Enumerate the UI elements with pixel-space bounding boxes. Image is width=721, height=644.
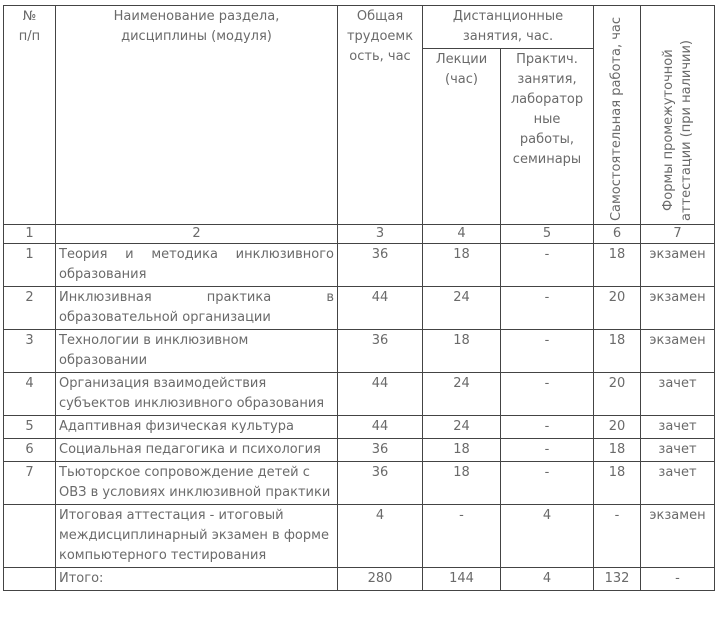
row-selfwork: 18 bbox=[594, 244, 641, 287]
header-practice bbox=[501, 49, 594, 225]
row-total: 36 bbox=[338, 330, 423, 373]
table-row bbox=[4, 287, 715, 330]
row-num: 5 bbox=[4, 416, 56, 439]
col-number-5: 5 bbox=[501, 225, 594, 244]
row-name: Теория и методика инклюзивного образования bbox=[56, 244, 338, 287]
row-lectures: 24 bbox=[423, 373, 501, 416]
row-name: Технологии в инклюзивном образовании bbox=[56, 330, 338, 373]
col-number-3: 3 bbox=[338, 225, 423, 244]
row-form: зачет bbox=[641, 439, 715, 462]
row-num: 4 bbox=[4, 373, 56, 416]
header-num bbox=[4, 6, 56, 225]
row-total: 36 bbox=[338, 462, 423, 505]
col-number-1: 1 bbox=[4, 225, 56, 244]
row-total: 44 bbox=[338, 416, 423, 439]
row-total: 36 bbox=[338, 244, 423, 287]
final-num bbox=[4, 505, 56, 568]
row-selfwork: 18 bbox=[594, 462, 641, 505]
row-num: 7 bbox=[4, 462, 56, 505]
row-selfwork: 20 bbox=[594, 416, 641, 439]
header-total bbox=[338, 6, 423, 225]
row-name: Адаптивная физическая культура bbox=[56, 416, 338, 439]
header-selfwork-text: Самостоятельная работа, час bbox=[609, 16, 624, 221]
row-form: экзамен bbox=[641, 287, 715, 330]
row-selfwork: 20 bbox=[594, 287, 641, 330]
row-selfwork: 18 bbox=[594, 439, 641, 462]
row-total: 44 bbox=[338, 287, 423, 330]
table-row bbox=[4, 462, 715, 505]
final-selfwork: - bbox=[594, 505, 641, 568]
row-name: Социальная педагогика и психология bbox=[56, 439, 338, 462]
header-name-text: Наименование раздела, дисциплины (модуля) bbox=[113, 9, 280, 44]
row-form: зачет bbox=[641, 373, 715, 416]
table-row bbox=[4, 244, 715, 287]
final-name: Итоговая аттестация - итоговый междисциплинарный экзамен в форме компьютерного тестирования bbox=[56, 505, 338, 568]
header-name bbox=[56, 6, 338, 225]
row-num: 6 bbox=[4, 439, 56, 462]
row-total: 36 bbox=[338, 439, 423, 462]
totals-total: 280 bbox=[338, 568, 423, 591]
row-practice: - bbox=[501, 244, 594, 287]
table-row bbox=[4, 330, 715, 373]
table-row bbox=[4, 416, 715, 439]
curriculum-table bbox=[3, 5, 715, 591]
column-number-row bbox=[4, 225, 715, 244]
header-total-text: Общая трудоемк ость, час bbox=[346, 9, 414, 64]
row-form: зачет bbox=[641, 416, 715, 439]
col-number-2: 2 bbox=[56, 225, 338, 244]
row-selfwork: 20 bbox=[594, 373, 641, 416]
row-num: 3 bbox=[4, 330, 56, 373]
col-number-7: 7 bbox=[641, 225, 715, 244]
header-distance bbox=[423, 6, 594, 49]
table-row bbox=[4, 439, 715, 462]
row-practice: - bbox=[501, 330, 594, 373]
row-name: Инклюзивная практика в образовательной организации bbox=[56, 287, 338, 330]
row-form: экзамен bbox=[641, 244, 715, 287]
final-lectures: - bbox=[423, 505, 501, 568]
header-forms bbox=[641, 6, 715, 225]
row-practice: - bbox=[501, 373, 594, 416]
row-lectures: 18 bbox=[423, 244, 501, 287]
totals-form: - bbox=[641, 568, 715, 591]
row-selfwork: 18 bbox=[594, 330, 641, 373]
row-num: 2 bbox=[4, 287, 56, 330]
row-practice: - bbox=[501, 287, 594, 330]
row-lectures: 18 bbox=[423, 462, 501, 505]
row-num: 1 bbox=[4, 244, 56, 287]
final-attestation-row bbox=[4, 505, 715, 568]
curriculum-table-wrapper bbox=[3, 5, 715, 591]
row-practice: - bbox=[501, 462, 594, 505]
header-lectures bbox=[423, 49, 501, 225]
table-row bbox=[4, 373, 715, 416]
totals-row bbox=[4, 568, 715, 591]
row-form: зачет bbox=[641, 462, 715, 505]
totals-num bbox=[4, 568, 56, 591]
header-forms-text: Формы промежуточной аттестации (при наличии) bbox=[660, 40, 694, 221]
final-total: 4 bbox=[338, 505, 423, 568]
totals-practice: 4 bbox=[501, 568, 594, 591]
header-num-text: № п/п bbox=[18, 9, 41, 44]
header-practice-text: Практич. занятия, лаборатор ные работы, семинары bbox=[510, 52, 584, 167]
totals-selfwork: 132 bbox=[594, 568, 641, 591]
row-lectures: 24 bbox=[423, 416, 501, 439]
totals-lectures: 144 bbox=[423, 568, 501, 591]
row-practice: - bbox=[501, 439, 594, 462]
row-name: Организация взаимодействия субъектов инклюзивного образования bbox=[56, 373, 338, 416]
totals-label: Итого: bbox=[56, 568, 338, 591]
col-number-4: 4 bbox=[423, 225, 501, 244]
final-practice: 4 bbox=[501, 505, 594, 568]
row-lectures: 24 bbox=[423, 287, 501, 330]
row-name: Тьюторское сопровождение детей с ОВЗ в условиях инклюзивной практики bbox=[56, 462, 338, 505]
header-lectures-text: Лекции (час) bbox=[435, 52, 488, 87]
row-practice: - bbox=[501, 416, 594, 439]
col-number-6: 6 bbox=[594, 225, 641, 244]
row-total: 44 bbox=[338, 373, 423, 416]
row-lectures: 18 bbox=[423, 439, 501, 462]
header-selfwork bbox=[594, 6, 641, 225]
row-form: экзамен bbox=[641, 330, 715, 373]
header-distance-text: Дистанционные занятия, час. bbox=[452, 9, 564, 44]
row-lectures: 18 bbox=[423, 330, 501, 373]
final-form: экзамен bbox=[641, 505, 715, 568]
